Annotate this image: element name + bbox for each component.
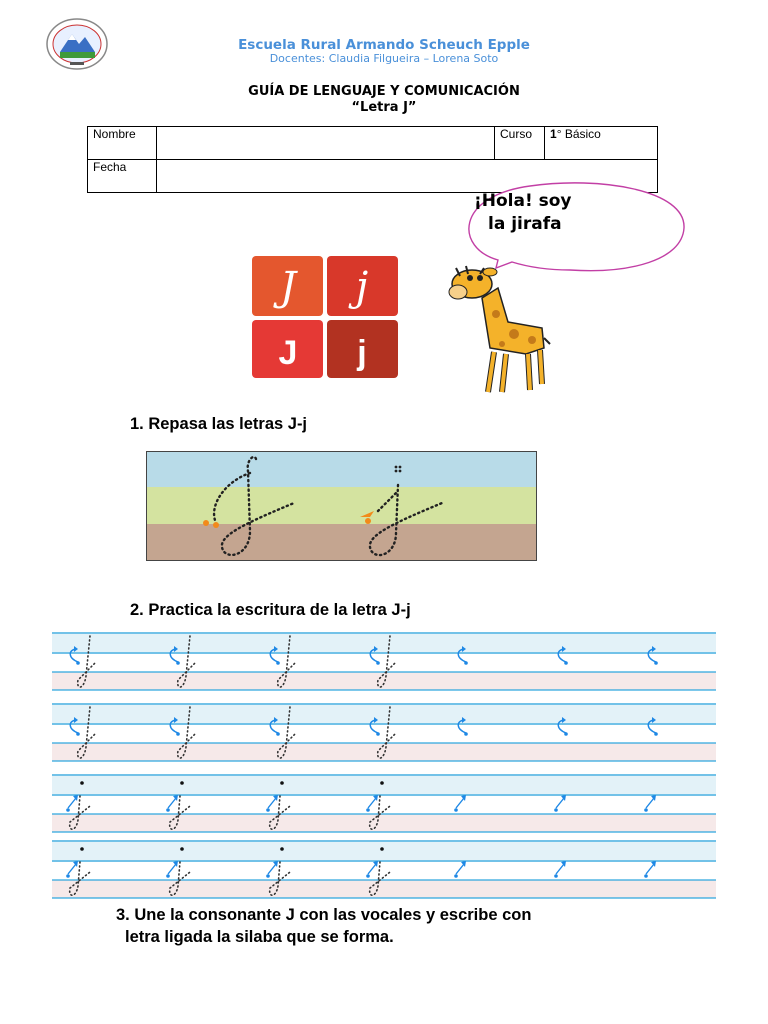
start-guide-7 xyxy=(644,795,656,812)
date-label: Fecha xyxy=(88,160,157,193)
cursive-lower-j: j xyxy=(355,264,369,310)
practice-row-upper-1[interactable] xyxy=(52,632,716,694)
start-guide-7 xyxy=(644,861,656,878)
start-guide-6 xyxy=(554,861,566,878)
practice-row-lower-2[interactable] xyxy=(52,840,716,902)
practice-row-lower-1[interactable] xyxy=(52,774,716,836)
speech-text xyxy=(474,190,604,236)
exercise-3-heading xyxy=(116,904,661,948)
exercise-3-line-1: 3. Une la consonante J con las vocales y escribe con xyxy=(116,906,532,924)
school-name: Escuela Rural Armando Scheuch Epple xyxy=(238,37,530,53)
practice-row-upper-2[interactable] xyxy=(52,703,716,765)
letter-cards xyxy=(250,254,400,380)
print-upper-j: J xyxy=(278,334,298,372)
name-field[interactable] xyxy=(157,127,495,160)
start-guide-6 xyxy=(554,795,566,812)
teachers-line: Docentes: Claudia Filgueira – Lorena Soto xyxy=(269,52,499,65)
course-label: Curso xyxy=(495,127,545,160)
start-guide-5 xyxy=(454,795,466,812)
band-grass xyxy=(146,487,537,524)
band-earth xyxy=(146,524,537,561)
course-value xyxy=(545,127,658,160)
band-sky xyxy=(146,451,537,487)
course-value-text: ° Básico xyxy=(556,127,601,141)
cursive-upper-j: J xyxy=(279,264,297,310)
speech-line-2: la jirafa xyxy=(488,214,562,234)
start-guide-5 xyxy=(454,861,466,878)
exercise-2-heading: 2. Practica la escritura de la letra J-j xyxy=(130,601,411,619)
exercise-1-heading: 1. Repasa las letras J-j xyxy=(130,415,308,433)
giraffe-illustration xyxy=(444,258,552,398)
speech-line-1: ¡Hola! soy xyxy=(474,191,572,211)
guide-title: GUÍA DE LENGUAJE Y COMUNICACIÓN xyxy=(248,84,520,99)
name-label: Nombre xyxy=(88,127,157,160)
course-prefix: 1 xyxy=(550,127,557,141)
trace-letters-box[interactable] xyxy=(146,451,537,561)
guide-subtitle: “Letra J” xyxy=(351,100,417,115)
exercise-3-line-2: letra ligada la silaba que se forma. xyxy=(125,928,394,946)
print-lower-j: j xyxy=(357,334,367,372)
